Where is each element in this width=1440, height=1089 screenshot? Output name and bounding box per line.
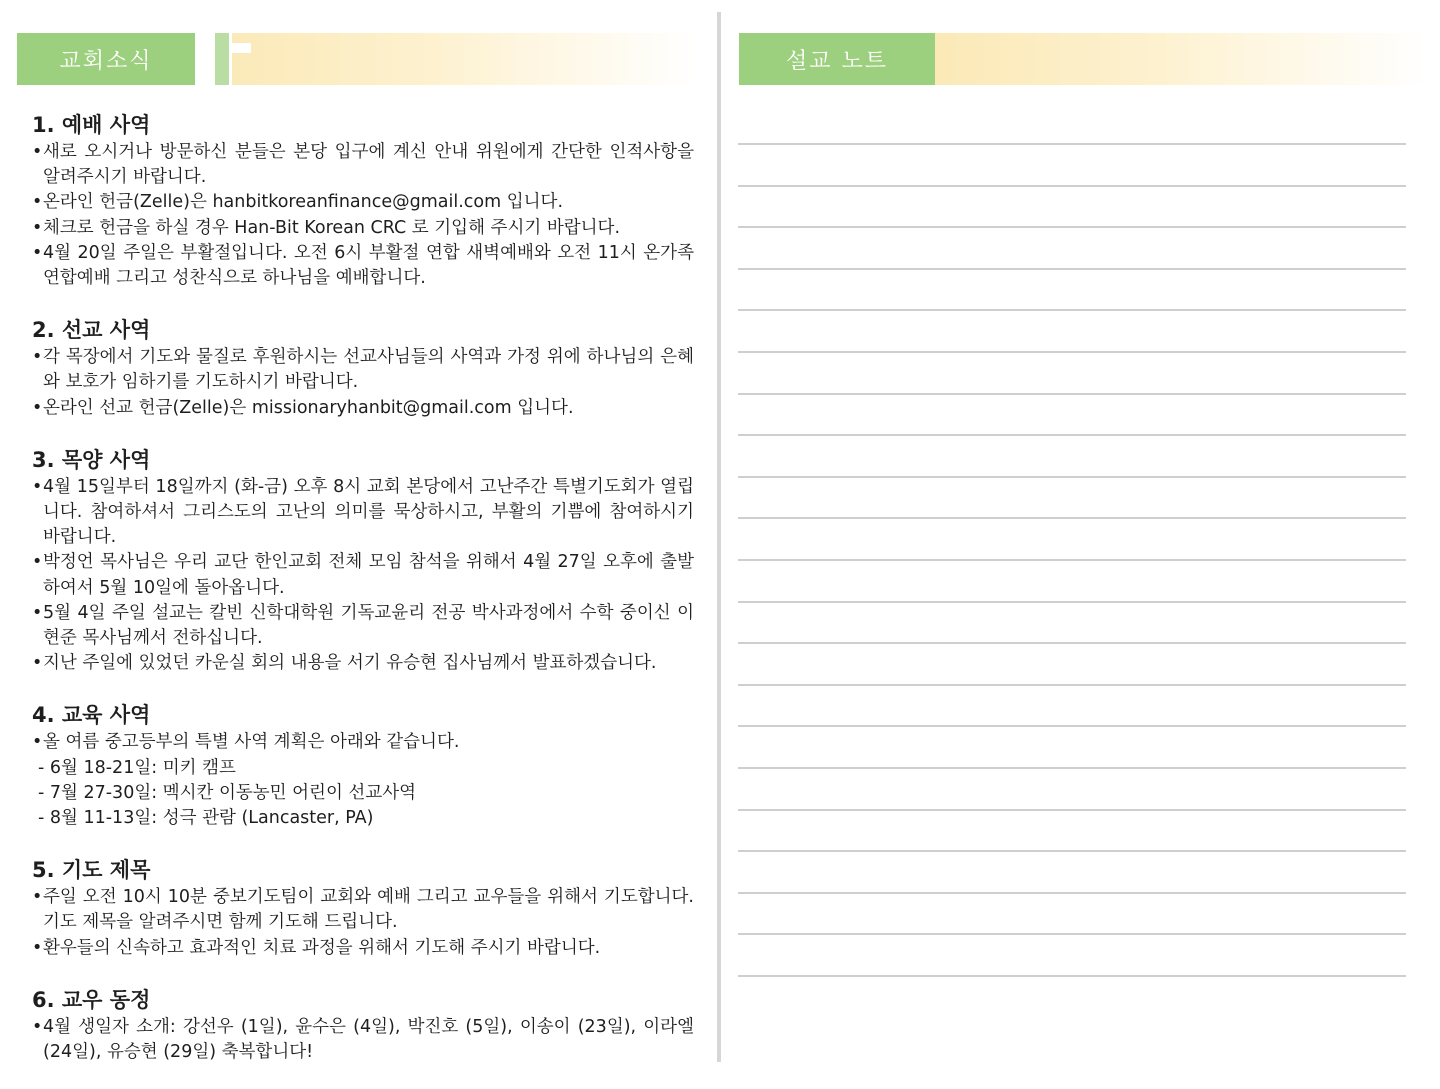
header-gradient: [217, 33, 697, 85]
news-item: [32, 396, 694, 421]
note-line: [738, 767, 1406, 769]
cross-icon-inner: [215, 33, 229, 85]
church-news-page: [0, 0, 718, 1080]
news-item-text: 4월 15일부터 18일까지 (화-금) 오후 8시 교회 본당에서 고난주간 특별기도회가 열립니다. 참여하셔서 그리스도의 고난의 의미를 묵상하시고, 부활의 기쁨에 참여하시기 바랍니다.: [43, 476, 694, 548]
news-item: [32, 190, 694, 215]
note-line: [738, 226, 1406, 228]
schedule-item: - 7월 27-30일: 멕시칸 이동농민 어린이 선교사역: [38, 782, 417, 803]
news-item: [32, 936, 694, 961]
bullet-icon: •: [32, 242, 43, 263]
bullet-icon: •: [32, 347, 43, 368]
bullet-icon: •: [32, 732, 43, 753]
news-item-text: 올 여름 중고등부의 특별 사역 계획은 아래와 같습니다.: [43, 732, 460, 753]
news-item-text: 온라인 선교 헌금(Zelle)은 missionaryhanbit@gmail.com 입니다.: [43, 397, 574, 418]
note-line: [738, 309, 1406, 311]
note-line: [738, 642, 1406, 644]
news-item: [32, 651, 694, 676]
bullet-icon: •: [32, 142, 43, 162]
sermon-notes-header: [739, 33, 1429, 85]
bullet-icon: •: [32, 397, 43, 418]
note-line: [738, 351, 1406, 353]
schedule-item: - 8월 11-13일: 성극 관람 (Lancaster, PA): [38, 808, 374, 829]
section-title: 5. 기도 제목: [32, 858, 151, 883]
news-item-text: 체크로 헌금을 하실 경우 Han-Bit Korean CRC 로 기입해 주시기 바랍니다.: [43, 217, 621, 238]
section-title: 2. 선교 사역: [32, 318, 151, 343]
note-line: [738, 268, 1406, 270]
section-title: 3. 목양 사역: [32, 447, 151, 472]
note-line: [738, 476, 1406, 478]
note-line: [738, 393, 1406, 395]
bullet-icon: •: [32, 1016, 43, 1037]
note-line: [738, 892, 1406, 894]
page-divider: [717, 12, 721, 1062]
news-sections: [32, 110, 694, 1089]
news-item-text: 환우들의 신속하고 효과적인 치료 과정을 위해서 기도해 주시기 바랍니다.: [43, 937, 601, 958]
news-item-text: 지난 주일에 있었던 카운실 회의 내용을 서기 유승현 집사님께서 발표하겠습니다.: [43, 653, 657, 674]
news-item-text: 온라인 헌금(Zelle)은 hanbitkoreanfinance@gmail.com 입니다.: [43, 192, 564, 213]
note-line: [738, 850, 1406, 852]
bullet-icon: •: [32, 602, 43, 623]
news-item-text: 4월 20일 주일은 부활절입니다. 오전 6시 부활절 연합 새벽예배와 오전 11시 온가족 연합예배 그리고 성찬식으로 하나님을 예배합니다.: [43, 242, 694, 289]
news-item-text: 각 목장에서 기도와 물질로 후원하시는 선교사님들의 사역과 가정 위에 하나님의 은혜와 보호가 임하기를 기도하시기 바랍니다.: [43, 347, 694, 393]
note-line: [738, 601, 1406, 603]
news-section: [32, 445, 694, 677]
news-item: [32, 550, 694, 600]
news-item-text: 주일 오전 10시 10분 중보기도팀이 교회와 예배 그리고 교우들을 위해서 기도합니다. 기도 제목을 알려주시면 함께 기도해 드립니다.: [43, 887, 694, 933]
news-item: [32, 601, 694, 651]
news-item-text: 4월 생일자 소개: 강선우 (1일), 윤수은 (4일), 박진호 (5일), 이송이 (23일), 이라엘 (24일), 유승현 (29일) 축복합니다!: [43, 1016, 694, 1063]
sermon-notes-page: [722, 0, 1440, 1080]
section-title: 4. 교육 사역: [32, 703, 151, 728]
bullet-icon: •: [32, 217, 43, 238]
note-line: [738, 143, 1406, 145]
church-news-title: 교회소식: [17, 33, 195, 85]
news-item-text: 박정언 목사님은 우리 교단 한인교회 전체 모임 참석을 위해서 4월 27일 오후에 출발하여서 5월 10일에 돌아옵니다.: [43, 552, 694, 598]
note-line: [738, 933, 1406, 935]
note-line: [738, 684, 1406, 686]
news-item: [32, 1015, 694, 1065]
note-line: [738, 434, 1406, 436]
news-item: [32, 241, 694, 291]
news-section: [32, 985, 694, 1065]
news-item: [32, 345, 694, 395]
schedule-item: - 6월 18-21일: 미키 캠프: [38, 757, 236, 778]
note-line: [738, 559, 1406, 561]
note-line: [738, 517, 1406, 519]
news-section: [32, 315, 694, 421]
news-item: [32, 475, 694, 551]
news-section: [32, 700, 694, 831]
note-lines: [738, 143, 1406, 1016]
news-item: [32, 216, 694, 241]
section-title: 6. 교우 동정: [32, 987, 151, 1012]
note-line: [738, 725, 1406, 727]
news-item: [32, 885, 694, 935]
sermon-notes-title: 설교 노트: [739, 33, 935, 85]
section-title: 1. 예배 사역: [32, 113, 151, 137]
bullet-icon: •: [32, 937, 43, 958]
note-line: [738, 809, 1406, 811]
news-item: [32, 730, 694, 755]
church-news-header: [17, 33, 697, 85]
news-item: [32, 140, 694, 190]
header-gradient: [935, 33, 1429, 85]
news-item-text: 새로 오시거나 방문하신 분들은 본당 입구에 계신 안내 위원에게 간단한 인적사항을 알려주시기 바랍니다.: [43, 142, 694, 188]
bullet-icon: •: [32, 476, 43, 497]
bullet-icon: •: [32, 653, 43, 674]
bullet-icon: •: [32, 887, 43, 908]
bullet-icon: •: [32, 192, 43, 213]
note-line: [738, 185, 1406, 187]
note-line: [738, 975, 1406, 977]
news-item-text: 5월 4일 주일 설교는 칼빈 신학대학원 기독교윤리 전공 박사과정에서 수학 중이신 이현준 목사님께서 전하십니다.: [43, 602, 694, 649]
news-section: [32, 110, 694, 291]
news-section: [32, 855, 694, 961]
bullet-icon: •: [32, 552, 43, 573]
